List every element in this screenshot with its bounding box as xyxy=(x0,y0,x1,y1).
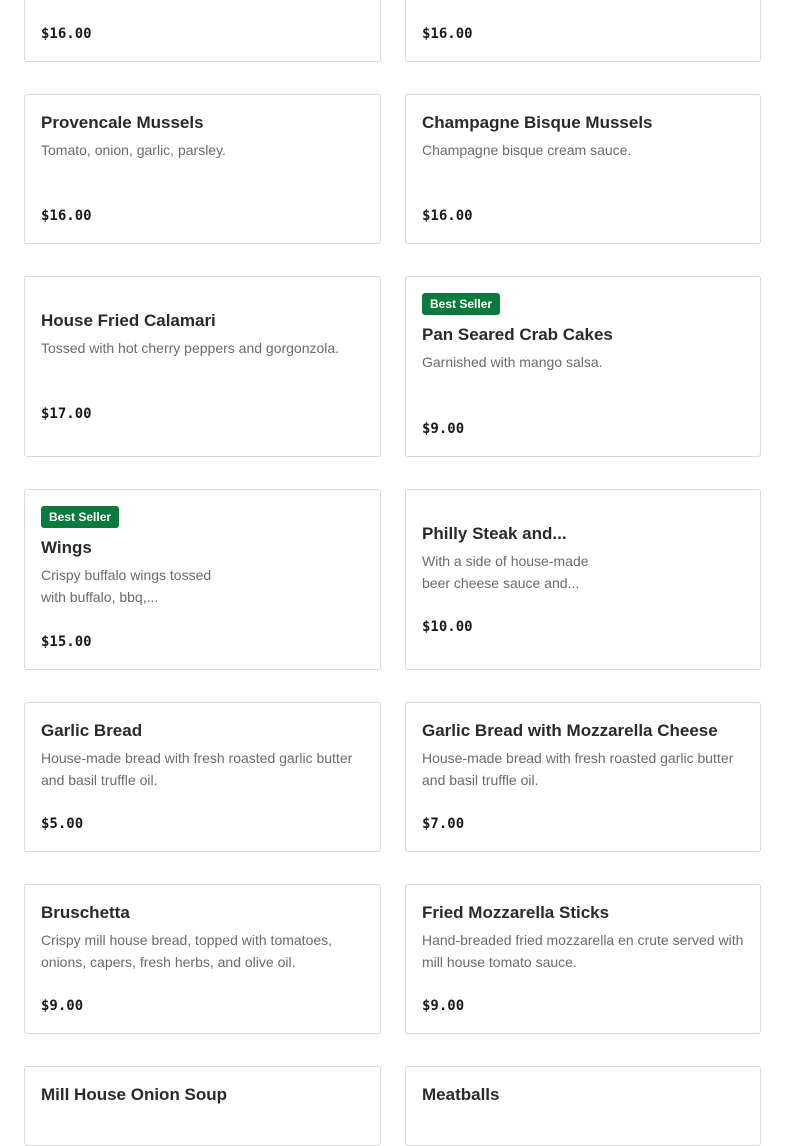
menu-item-card[interactable] xyxy=(405,884,761,1034)
menu-item-card[interactable] xyxy=(405,0,761,62)
item-price: $16.00 xyxy=(41,26,92,42)
item-name: Philly Steak and... xyxy=(422,524,567,543)
item-name: Pan Seared Crab Cakes xyxy=(422,325,613,344)
menu-item-card[interactable] xyxy=(24,94,381,244)
item-name: Mill House Onion Soup xyxy=(41,1085,228,1104)
item-price: $9.00 xyxy=(41,998,84,1014)
item-name: Garlic Bread with Mozzarella Cheese xyxy=(422,721,718,740)
item-price: $9.00 xyxy=(422,421,465,437)
menu-item-card[interactable] xyxy=(24,276,381,457)
item-description: Tossed with hot cherry peppers and gorgonzola. xyxy=(41,340,340,356)
menu-item-card[interactable] xyxy=(405,1066,761,1146)
item-price: $15.00 xyxy=(41,634,92,650)
menu-item-card[interactable] xyxy=(405,276,761,457)
menu-item-card[interactable] xyxy=(24,702,381,852)
item-price: $7.00 xyxy=(422,816,465,832)
menu-item-card[interactable] xyxy=(405,94,761,244)
item-name: Garlic Bread xyxy=(41,721,143,740)
item-description: Champagne bisque cream sauce. xyxy=(422,142,632,158)
item-price: $17.00 xyxy=(41,406,92,422)
best-seller-badge: Best Seller xyxy=(422,293,500,315)
item-price: $16.00 xyxy=(422,26,473,42)
item-description: Garnished with mango salsa. xyxy=(422,354,603,370)
menu-item-card[interactable] xyxy=(24,884,381,1034)
item-price: $16.00 xyxy=(41,208,92,224)
item-description: Crispy buffalo wings tossed with buffalo, bbq,... xyxy=(41,567,212,605)
menu-item-card[interactable] xyxy=(24,1066,381,1146)
best-seller-badge: Best Seller xyxy=(41,506,119,528)
item-name: Meatballs xyxy=(422,1085,500,1104)
item-description: With a side of house-made beer cheese sauce and... xyxy=(422,553,589,591)
item-name: Fried Mozzarella Sticks xyxy=(422,903,610,922)
item-description: Hand-breaded fried mozzarella en crute served with mill house tomato sauce. xyxy=(422,932,744,970)
item-name: Provencale Mussels xyxy=(41,113,204,132)
menu-item-card[interactable] xyxy=(405,702,761,852)
menu-item-card[interactable] xyxy=(405,489,761,670)
item-price: $5.00 xyxy=(41,816,84,832)
item-description: Tomato, onion, garlic, parsley. xyxy=(41,142,226,158)
item-price: $9.00 xyxy=(422,998,465,1014)
item-description: House-made bread with fresh roasted garlic butter and basil truffle oil. xyxy=(41,750,353,788)
item-name: Wings xyxy=(41,538,92,557)
item-description: Crispy mill house bread, topped with tomatoes, onions, capers, fresh herbs, and olive oil. xyxy=(41,932,333,970)
menu-item-card[interactable] xyxy=(24,489,381,670)
item-price: $10.00 xyxy=(422,619,473,635)
item-price: $16.00 xyxy=(422,208,473,224)
item-name: Bruschetta xyxy=(41,903,130,922)
menu-item-card[interactable] xyxy=(24,0,381,62)
item-name: Champagne Bisque Mussels xyxy=(422,113,653,132)
item-name: House Fried Calamari xyxy=(41,311,216,330)
item-description: House-made bread with fresh roasted garlic butter and basil truffle oil. xyxy=(422,750,734,788)
